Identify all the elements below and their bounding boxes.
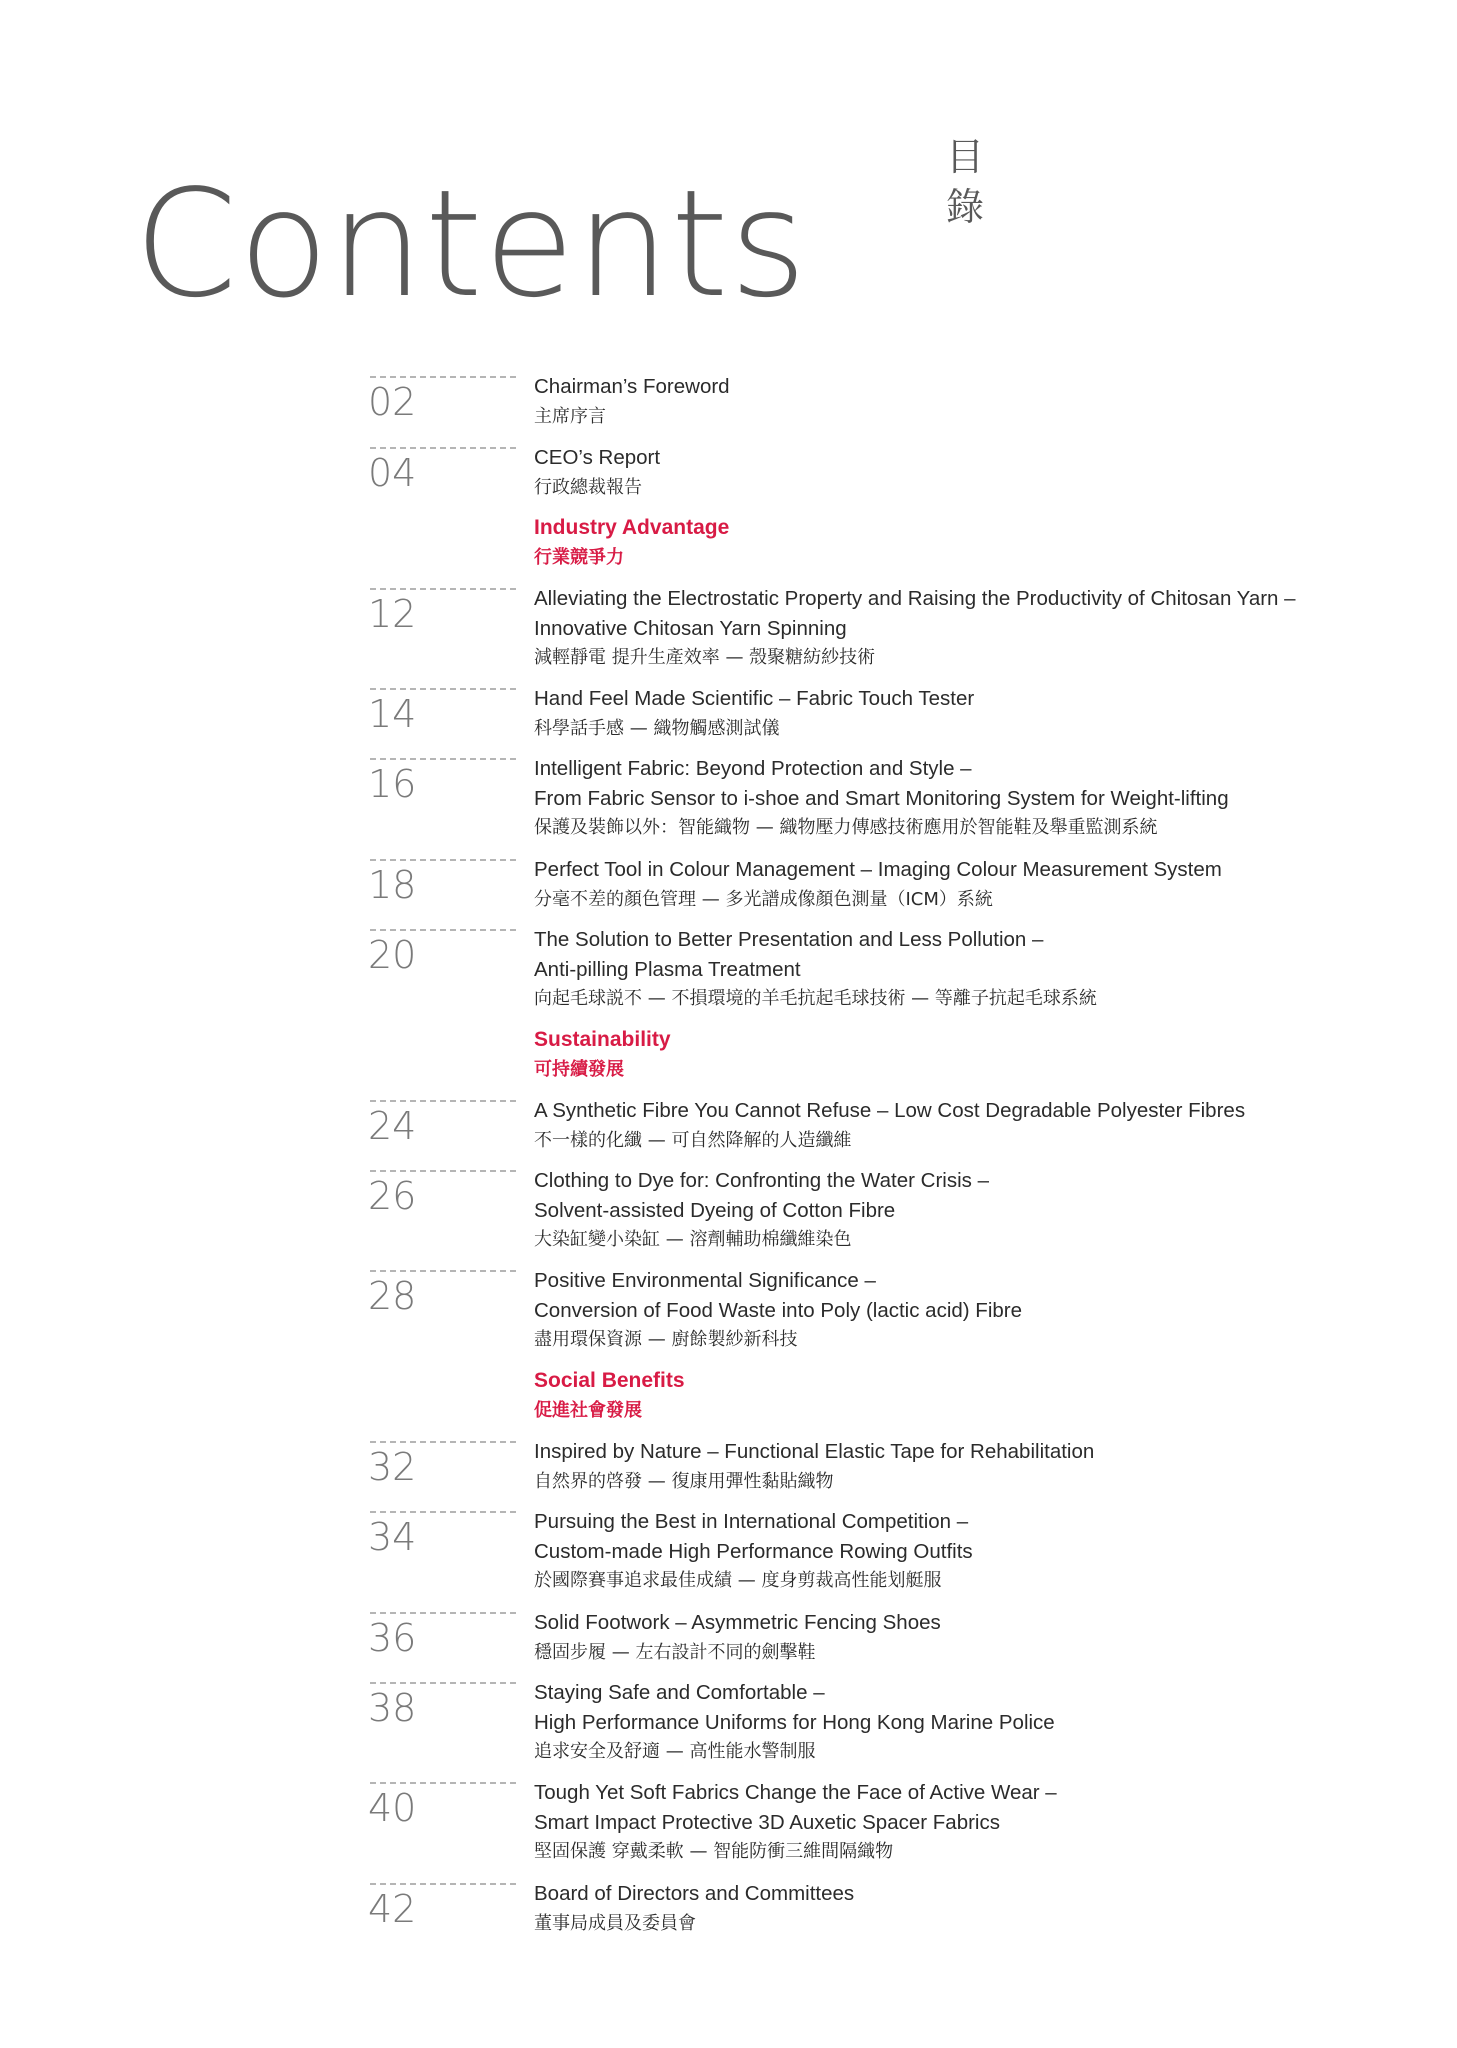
page-number: 02	[368, 380, 417, 424]
entry-title: Intelligent Fabric: Beyond Protection and Style –	[534, 757, 972, 780]
entry-title-chinese: 保護及裝飾以外：智能織物 — 織物壓力傳感技術應用於智能鞋及舉重監測系統	[534, 817, 1158, 838]
section-title-chinese: 可持續發展	[534, 1058, 624, 1080]
entry-subtitle: High Performance Uniforms for Hong Kong Marine Police	[534, 1710, 1055, 1734]
entry-title-chinese: 行政總裁報告	[534, 476, 642, 498]
entry-title: Inspired by Nature – Functional Elastic Tape for Rehabilitation	[534, 1440, 1095, 1463]
page-number: 40	[368, 1786, 417, 1830]
page-number: 36	[368, 1616, 417, 1660]
page-number: 42	[368, 1887, 417, 1931]
page-number: 16	[368, 762, 417, 806]
entry-title-chinese: 減輕靜電 提升生產效率 — 殼聚糖紡紗技術	[534, 647, 876, 668]
entry-subtitle: From Fabric Sensor to i-shoe and Smart Monitoring System for Weight-lifting	[534, 786, 1229, 810]
dash-rule	[370, 1682, 516, 1684]
entry-title-chinese: 於國際賽事追求最佳成績 — 度身剪裁高性能划艇服	[534, 1570, 942, 1591]
page-title-chinese-char-1: 目	[945, 135, 984, 179]
entry-subtitle: Innovative Chitosan Yarn Spinning	[534, 616, 847, 640]
page-title: Contents	[134, 158, 808, 330]
entry-title-chinese: 盡用環保資源 — 廚餘製紗新科技	[534, 1329, 798, 1350]
entry-title: CEO’s Report	[534, 446, 661, 469]
entry-title-chinese: 堅固保護 穿戴柔軟 — 智能防衝三維間隔織物	[534, 1841, 894, 1862]
entry-subtitle: Custom-made High Performance Rowing Outfits	[534, 1539, 973, 1563]
entry-title: The Solution to Better Presentation and Less Pollution –	[534, 928, 1044, 951]
dash-rule	[370, 929, 516, 931]
section-title-chinese: 行業競爭力	[534, 546, 624, 568]
page-number: 28	[368, 1274, 417, 1318]
entry-title: Board of Directors and Committees	[534, 1882, 855, 1905]
page-number: 26	[368, 1174, 417, 1218]
entry-title: Tough Yet Soft Fabrics Change the Face of Active Wear –	[534, 1781, 1057, 1804]
entry-title-chinese: 向起毛球説不 — 不損環境的羊毛抗起毛球技術 — 等離子抗起毛球系統	[534, 988, 1097, 1009]
page-title-chinese-char-2: 錄	[945, 185, 984, 229]
entry-title: Chairman’s Foreword	[534, 375, 730, 398]
entry-subtitle: Solvent-assisted Dyeing of Cotton Fibre	[534, 1198, 896, 1222]
entry-subtitle: Conversion of Food Waste into Poly (lactic acid) Fibre	[534, 1298, 1023, 1322]
entry-subtitle: Anti-pilling Plasma Treatment	[534, 957, 801, 981]
page-number: 32	[368, 1445, 417, 1489]
entry-title: Clothing to Dye for: Confronting the Water Crisis –	[534, 1169, 989, 1192]
section-title: Sustainability	[534, 1028, 671, 1051]
dash-rule	[370, 588, 516, 590]
entry-title: Staying Safe and Comfortable –	[534, 1681, 825, 1704]
dash-rule	[370, 447, 516, 449]
dash-rule	[370, 1883, 516, 1885]
entry-title-chinese: 穩固步履 — 左右設計不同的劍擊鞋	[534, 1641, 816, 1663]
dash-rule	[370, 1511, 516, 1513]
entry-title: Alleviating the Electrostatic Property and Raising the Productivity of Chitosan Yarn –	[534, 587, 1296, 610]
dash-rule	[370, 688, 516, 690]
dash-rule	[370, 859, 516, 861]
entry-title-chinese: 自然界的啓發 — 復康用彈性黏貼織物	[534, 1470, 834, 1492]
entry-title: Solid Footwork – Asymmetric Fencing Shoes	[534, 1611, 941, 1634]
dash-rule	[370, 1100, 516, 1102]
section-title: Social Benefits	[534, 1369, 685, 1392]
entry-title: Pursuing the Best in International Competition –	[534, 1510, 969, 1533]
dash-rule	[370, 1441, 516, 1443]
entry-title-chinese: 主席序言	[534, 405, 606, 427]
page-number: 18	[368, 863, 417, 907]
entry-title: Positive Environmental Significance –	[534, 1269, 876, 1292]
page-number: 38	[368, 1686, 417, 1730]
entry-title-chinese: 分毫不差的顏色管理 — 多光譜成像顏色測量（ICM）系統	[534, 888, 993, 910]
page-number: 24	[368, 1104, 417, 1148]
entry-title-chinese: 董事局成員及委員會	[534, 1912, 696, 1934]
entry-title: Hand Feel Made Scientific – Fabric Touch Tester	[534, 687, 975, 710]
entry-subtitle: Smart Impact Protective 3D Auxetic Spacer Fabrics	[534, 1810, 1000, 1834]
page-number: 12	[368, 592, 417, 636]
dash-rule	[370, 376, 516, 378]
page-number: 04	[368, 451, 417, 495]
dash-rule	[370, 1612, 516, 1614]
entry-title-chinese: 不一樣的化纖 — 可自然降解的人造纖維	[534, 1129, 852, 1151]
entry-title: A Synthetic Fibre You Cannot Refuse – Low Cost Degradable Polyester Fibres	[534, 1099, 1246, 1122]
page-number: 34	[368, 1515, 417, 1559]
dash-rule	[370, 1270, 516, 1272]
dash-rule	[370, 1170, 516, 1172]
section-title-chinese: 促進社會發展	[534, 1399, 642, 1421]
page-number: 14	[368, 692, 417, 736]
entry-title: Perfect Tool in Colour Management – Imaging Colour Measurement System	[534, 858, 1222, 881]
dash-rule	[370, 758, 516, 760]
section-title: Industry Advantage	[534, 516, 730, 539]
dash-rule	[370, 1782, 516, 1784]
entry-title-chinese: 大染缸變小染缸 — 溶劑輔助棉纖維染色	[534, 1229, 852, 1250]
entry-title-chinese: 科學話手感 — 織物觸感測試儀	[534, 717, 780, 739]
entry-title-chinese: 追求安全及舒適 — 高性能水警制服	[534, 1741, 816, 1762]
page-number: 20	[368, 933, 417, 977]
